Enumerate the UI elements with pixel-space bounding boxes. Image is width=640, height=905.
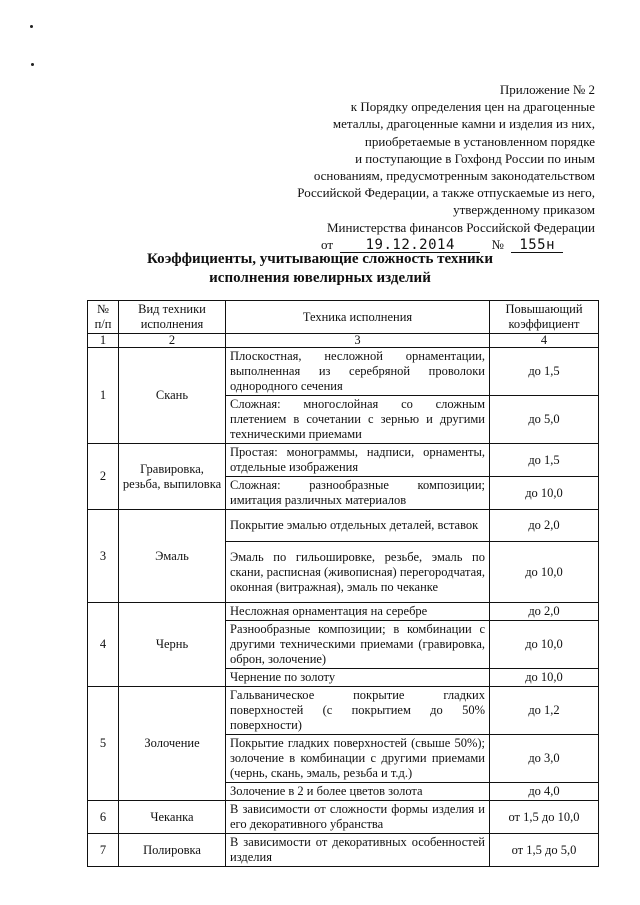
header-line: к Порядку определения цен на драгоценные [350,99,595,115]
row-coef: до 10,0 [490,669,599,687]
row-coef: от 1,5 до 10,0 [490,801,599,834]
row-tech: Эмаль по гильошировке, резьбе, эмаль по скани, расписная (живописная) перегородчатая, оконная (витражная), эмаль по чеканке [226,542,490,603]
table-row [88,444,599,477]
from-label: от [321,236,334,252]
header-line: приобретаемые в установленном порядке [364,133,595,149]
table-row [88,348,599,396]
row-coef: до 4,0 [490,783,599,801]
row-coef: от 1,5 до 5,0 [490,834,599,867]
row-coef: до 1,2 [490,687,599,735]
header-line: металлы, драгоценные камни и изделия из них, [332,116,595,132]
document-title [130,250,510,288]
header-coef: Повышающий коэффициент [490,301,599,334]
table-header-row [88,301,599,334]
column-number: 4 [490,334,599,348]
row-tech: Сложная: многослойная со сложным плетением в сочетании с зернью и другими техническими приемами [226,396,490,444]
row-tech: Покрытие эмалью отдельных деталей, вставок [226,510,490,542]
row-coef: до 2,0 [490,603,599,621]
header-kind: Вид техники исполнения [119,301,226,334]
header-line: и поступающие в Гохфонд России по иным [355,150,595,166]
row-coef: до 10,0 [490,542,599,603]
scan-dot-bottom [31,63,34,66]
header-line: Приложение № 2 [499,82,595,97]
row-tech: Несложная орнаментация на серебре [226,603,490,621]
row-kind: Чернь [119,603,226,687]
row-num: 2 [88,444,119,510]
header-num: № п/п [88,301,119,334]
order-date: 19.12.2014 [340,238,480,253]
row-coef: до 5,0 [490,396,599,444]
row-tech: Сложная: разнообразные композиции; имитация различных материалов [226,477,490,510]
row-tech: Покрытие гладких поверхностей (свыше 50%); золочение в комбинации с другими приемами (чернь, скань, эмаль, резьба и т.д.) [226,735,490,783]
row-kind: Полировка [119,834,226,867]
scan-dot-top [30,25,33,28]
header-line: основаниям, предусмотренным законодательством [313,168,595,184]
row-tech: Простая: монограммы, надписи, орнаменты, отдельные изображения [226,444,490,477]
header-line: Министерства финансов Российской Федерации [326,219,595,235]
row-num: 7 [88,834,119,867]
row-coef: до 10,0 [490,477,599,510]
column-number-row [88,334,599,348]
row-kind: Золочение [119,687,226,801]
order-number: 155н [511,238,563,253]
row-tech: Гальваническое покрытие гладких поверхностей (с покрытием до 50% поверхности) [226,687,490,735]
row-num: 4 [88,603,119,687]
row-num: 1 [88,348,119,444]
row-kind: Эмаль [119,510,226,603]
row-tech: Чернение по золоту [226,669,490,687]
row-tech: В зависимости от сложности формы изделия и его декоративного убранства [226,801,490,834]
row-tech: В зависимости от декоративных особенностей изделия [226,834,490,867]
row-tech: Золочение в 2 и более цветов золота [226,783,490,801]
row-coef: до 1,5 [490,348,599,396]
row-kind: Чеканка [119,801,226,834]
row-coef: до 10,0 [490,621,599,669]
row-coef: до 1,5 [490,444,599,477]
column-number: 3 [226,334,490,348]
number-label: № [491,236,504,252]
title-line: исполнения ювелирных изделий [209,270,431,286]
title-line: Коэффициенты, учитывающие сложность техники [147,251,493,267]
column-number: 2 [119,334,226,348]
table-row [88,687,599,735]
header-line: утвержденному приказом [453,202,595,218]
row-coef: до 3,0 [490,735,599,783]
appendix-header [280,81,595,253]
coefficients-table [87,300,599,867]
row-num: 3 [88,510,119,603]
row-num: 5 [88,687,119,801]
row-kind: Гравировка, резьба, выпиловка [119,444,226,510]
header-tech: Техника исполнения [226,301,490,334]
row-num: 6 [88,801,119,834]
row-tech: Разнообразные композиции; в комбинации с другими техническими приемами (гравировка, оброн, золочение) [226,621,490,669]
table-row [88,510,599,542]
table-row [88,834,599,867]
row-coef: до 2,0 [490,510,599,542]
row-kind: Скань [119,348,226,444]
table-row [88,801,599,834]
column-number: 1 [88,334,119,348]
table-row [88,603,599,621]
row-tech: Плоскостная, несложной орнаментации, выполненная из серебряной проволоки однородного сечения [226,348,490,396]
header-line: Российской Федерации, а также отпускаемые из него, [297,185,595,201]
